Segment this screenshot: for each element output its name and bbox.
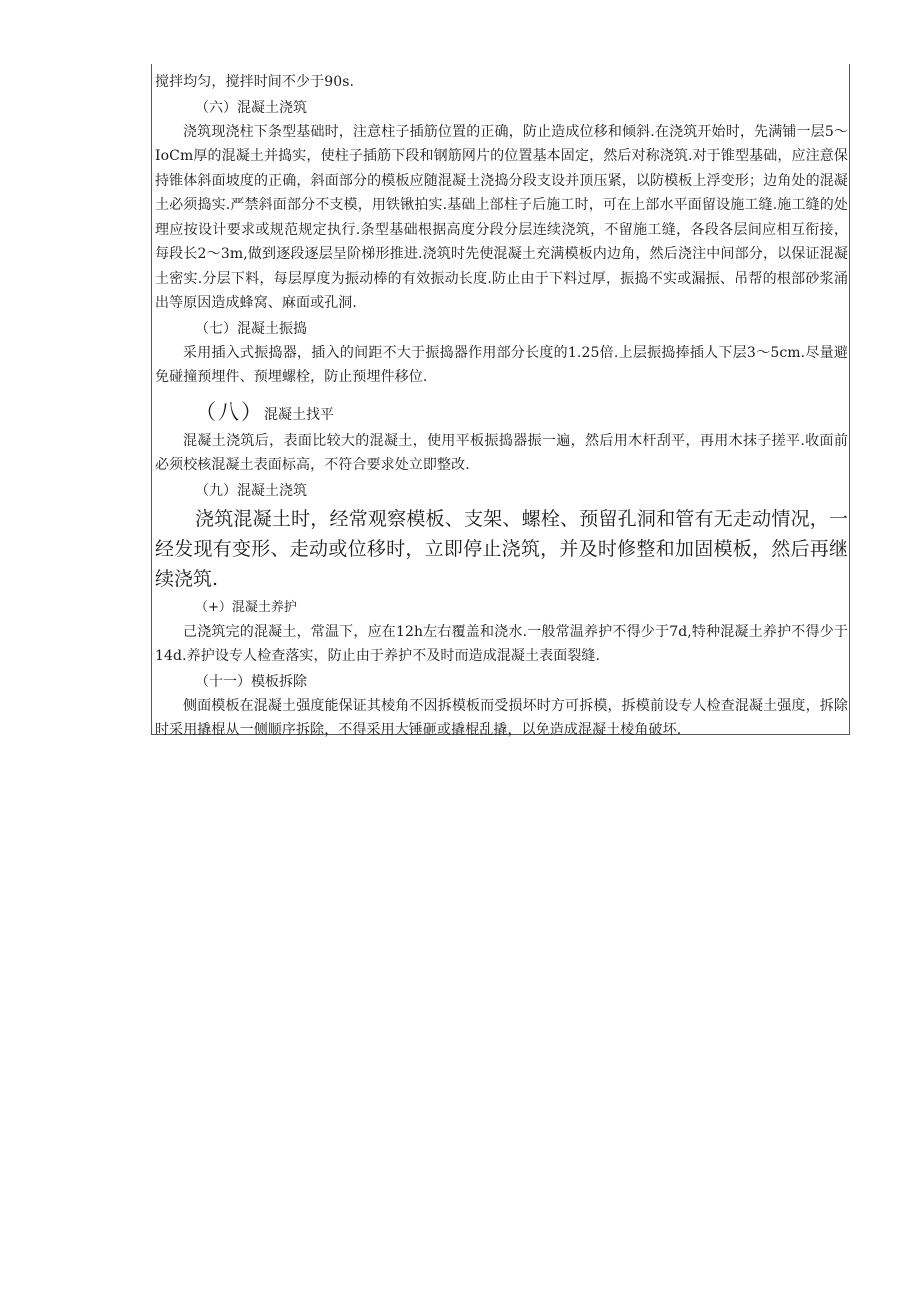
section-number-8: （八） — [195, 399, 264, 424]
document-body — [155, 70, 848, 743]
table-cell-frame — [151, 64, 850, 738]
paragraph-9: 浇筑混凝土时，经常观察模板、支架、螺栓、预留孔洞和管有无走动情况，一经发现有变形、走动或位移时，立即停止浇筑，并及时修整和加固模板，然后再继续浇筑. — [155, 507, 848, 590]
paragraph-7: 采用插入式振捣器，插入的间距不大于振捣器作用部分长度的1.25倍.上层振捣捧插人下层3～5cm.尽量避免碰撞预埋件、预埋螺栓，防止预埋件移位. — [155, 344, 848, 385]
paragraph-6: 浇筑现浇柱下条型基础时，注意柱子插筋位置的正确，防止造成位移和倾斜.在浇筑开始时，先满铺一层5～IoCm厚的混凝土并捣实，使柱子插筋下段和钢筋网片的位置基本固定，然后对称浇筑.对于锥型基础，应注意保持锥体斜面坡度的正确，斜面部分的模板应随混凝土浇捣分段支设并顶压紧，以防模板上浮变形；边角处的混凝土必须捣实.严禁斜面部分不支模，用铁锹拍实.基础上部柱子后施工时，可在上部水平面留设施工缝.施工缝的处理应按设计要求或规范规定执行.条型基础根据高度分段分层连续浇筑，不留施工缝，各段各层间应相互衔接，每段长2～3m,做到逐段逐层呈阶梯形推进.浇筑时先使混凝土充满模板内边角，然后浇注中间部分，以保证混凝土密实.分层下料，每层厚度为振动棒的有效振动长度.防止由于下料过厚，振捣不实或漏振、吊帮的根部砂浆涌出等原因造成蜂窝、麻面或孔洞. — [155, 123, 848, 311]
section-heading-10: （+）混凝土养护 — [195, 599, 297, 615]
section-heading-9: （九）混凝土浇筑 — [195, 482, 307, 499]
paragraph-continuation: 搅拌均匀，搅拌时间不少于90s. — [155, 74, 355, 90]
section-title-8: 混凝土找平 — [264, 406, 334, 423]
paragraph-10: 己浇筑完的混凝土，常温下，应在12h左右覆盖和浇水.一般常温养护不得少于7d,特种混凝土养护不得少于14d.养护设专人检查落实，防止由于养护不及时而造成混凝土表面裂缝. — [155, 623, 848, 664]
section-heading-7: （七）混凝土振捣 — [195, 320, 307, 337]
paragraph-11: 侧面模板在混凝土强度能保证其棱角不因拆模板而受损坏时方可拆模，拆模前设专人检查混凝土强度，拆除时采用撬棍从一侧顺序拆除，不得采用大锤砸或撬棍乱撬，以免造成混凝土棱角破坏. — [155, 697, 848, 738]
section-heading-8 — [155, 396, 848, 426]
section-heading-6: （六）混凝土浇筑 — [195, 99, 307, 116]
section-heading-11: （十一）模板拆除 — [195, 673, 307, 690]
paragraph-8: 混凝土浇筑后，表面比较大的混凝土，使用平板振捣器振一遍，然后用木杆刮平，再用木抹子搓平.收面前必须校核混凝土表面标高，不符合要求处立即整改. — [155, 432, 848, 473]
